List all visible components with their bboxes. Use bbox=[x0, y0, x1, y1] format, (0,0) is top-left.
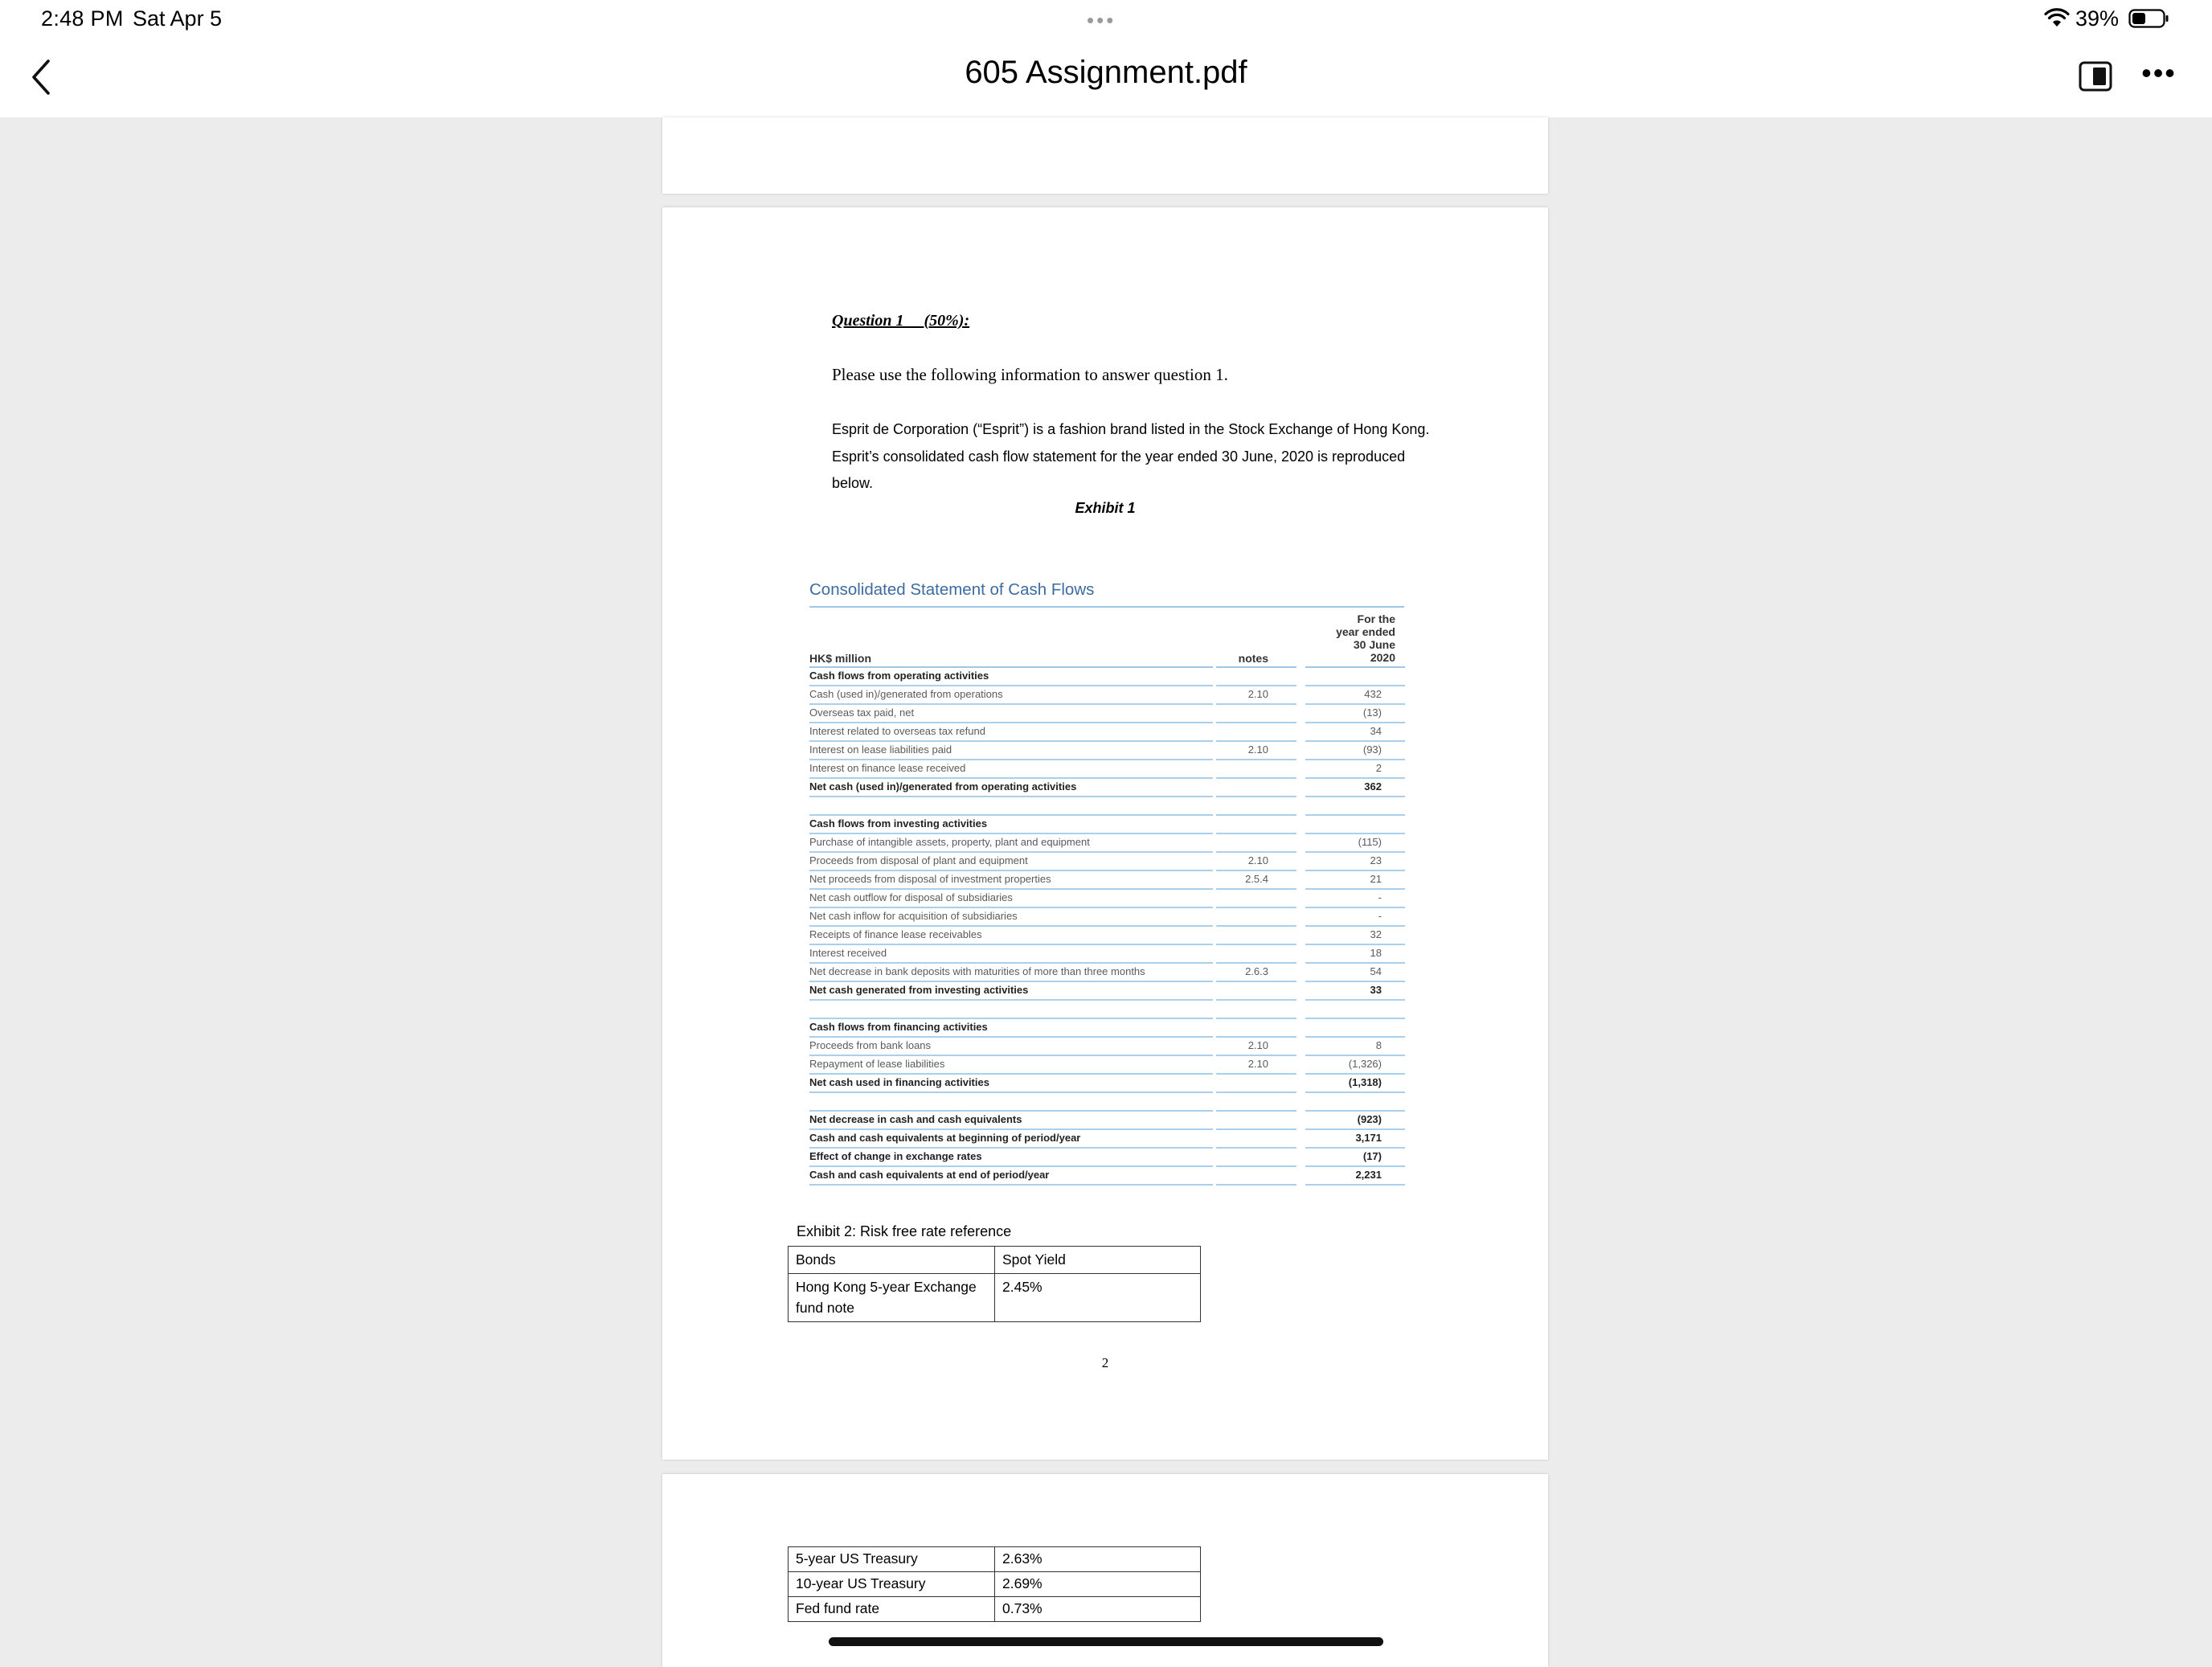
row-value: 362 bbox=[1364, 780, 1382, 793]
year-header-line: 30 June bbox=[1353, 638, 1395, 651]
row-label: Proceeds from bank loans bbox=[809, 1039, 932, 1051]
exhibit-1-label: Exhibit 1 bbox=[1075, 500, 1136, 516]
table-header-cell: Bonds bbox=[789, 1247, 995, 1274]
row-value: 33 bbox=[1370, 984, 1382, 996]
row-value: (93) bbox=[1362, 743, 1382, 756]
risk-free-rate-table bbox=[788, 1246, 1201, 1322]
table-header-cell: Spot Yield bbox=[995, 1247, 1201, 1274]
row-label: Cash (used in)/generated from operations bbox=[809, 688, 1003, 700]
row-label: Interest received bbox=[809, 947, 887, 959]
row-value: (13) bbox=[1362, 707, 1382, 719]
row-value: (923) bbox=[1357, 1113, 1382, 1125]
row-label: Cash and cash equivalents at beginning of period/year bbox=[809, 1132, 1081, 1144]
row-label: Net cash (used in)/generated from operating activities bbox=[809, 780, 1077, 793]
table-row bbox=[809, 1167, 1409, 1186]
row-note: 2.10 bbox=[1247, 1058, 1268, 1070]
row-label: Cash flows from financing activities bbox=[809, 1021, 988, 1033]
table-spacer-row bbox=[809, 797, 1409, 816]
table-row bbox=[809, 1056, 1409, 1075]
page-number: 2 bbox=[1101, 1355, 1109, 1370]
more-options-icon[interactable]: ••• bbox=[2141, 56, 2177, 89]
row-label: Interest related to overseas tax refund bbox=[809, 725, 985, 737]
notes-header: notes bbox=[1238, 652, 1268, 665]
divider bbox=[809, 606, 1311, 608]
row-label: Effect of change in exchange rates bbox=[809, 1150, 982, 1162]
table-cell: 2.63% bbox=[995, 1547, 1201, 1572]
table-row bbox=[789, 1547, 1201, 1572]
year-header-line: year ended bbox=[1336, 625, 1395, 638]
row-value: 2 bbox=[1375, 762, 1382, 774]
pdf-page-2[interactable] bbox=[662, 207, 1548, 1460]
row-label: Cash flows from investing activities bbox=[809, 817, 988, 829]
table-row bbox=[809, 834, 1409, 853]
year-header-line: 2020 bbox=[1370, 651, 1395, 664]
table-row bbox=[809, 982, 1409, 1001]
year-column-header bbox=[1305, 612, 1395, 664]
table-row bbox=[809, 927, 1409, 945]
table-spacer-row bbox=[809, 1093, 1409, 1112]
row-note: 2.10 bbox=[1247, 743, 1268, 756]
table-row bbox=[789, 1274, 1201, 1322]
table-row bbox=[789, 1597, 1201, 1622]
row-label: Net cash used in financing activities bbox=[809, 1076, 989, 1088]
cash-flow-title: Consolidated Statement of Cash Flows bbox=[809, 580, 1095, 599]
status-bar bbox=[0, 0, 2212, 39]
row-label: Repayment of lease liabilities bbox=[809, 1058, 945, 1070]
row-label: Net cash generated from investing activities bbox=[809, 984, 1029, 996]
table-header-row bbox=[789, 1247, 1201, 1274]
sidebar-toggle-icon[interactable] bbox=[2079, 61, 2112, 92]
year-header-line: For the bbox=[1357, 612, 1395, 625]
status-time: 2:48 PM bbox=[41, 6, 124, 31]
row-label: Cash flows from operating activities bbox=[809, 670, 989, 682]
question-intro: Please use the following information to answer question 1. bbox=[832, 365, 1228, 384]
table-row bbox=[809, 1019, 1409, 1038]
row-value: (1,326) bbox=[1348, 1058, 1382, 1070]
table-row bbox=[789, 1572, 1201, 1597]
row-value: (17) bbox=[1362, 1150, 1382, 1162]
row-value: 3,171 bbox=[1355, 1132, 1382, 1144]
row-label: Net proceeds from disposal of investment properties bbox=[809, 873, 1051, 885]
table-row bbox=[809, 686, 1409, 705]
table-row bbox=[809, 945, 1409, 964]
row-value: 18 bbox=[1370, 947, 1382, 959]
table-cell: 5-year US Treasury bbox=[789, 1547, 995, 1572]
pdf-page-previous[interactable] bbox=[662, 117, 1548, 194]
row-rule bbox=[809, 1184, 1213, 1186]
row-value: (1,318) bbox=[1348, 1076, 1382, 1088]
row-label: Receipts of finance lease receivables bbox=[809, 928, 982, 940]
table-row bbox=[809, 705, 1409, 723]
table-cell: 2.45% bbox=[995, 1274, 1201, 1322]
battery-icon bbox=[2128, 9, 2169, 28]
row-value: - bbox=[1378, 891, 1382, 903]
table-row bbox=[809, 816, 1409, 834]
row-label: Overseas tax paid, net bbox=[809, 707, 915, 719]
table-cell: Hong Kong 5-year Exchange fund note bbox=[789, 1274, 995, 1322]
table-row bbox=[809, 760, 1409, 779]
question-title: Question 1 (50%): bbox=[832, 312, 970, 330]
table-cell: 10-year US Treasury bbox=[789, 1572, 995, 1597]
table-cell: Fed fund rate bbox=[789, 1597, 995, 1622]
row-label: Net decrease in cash and cash equivalents bbox=[809, 1113, 1022, 1125]
row-value: 23 bbox=[1370, 854, 1382, 866]
row-value: 21 bbox=[1370, 873, 1382, 885]
row-value: 2,231 bbox=[1355, 1169, 1382, 1181]
row-rule bbox=[1216, 1184, 1296, 1186]
row-note: 2.10 bbox=[1247, 1039, 1268, 1051]
battery-percent: 39% bbox=[2075, 6, 2120, 31]
row-label: Proceeds from disposal of plant and equipment bbox=[809, 854, 1028, 866]
table-row bbox=[809, 964, 1409, 982]
row-note: 2.10 bbox=[1247, 688, 1268, 700]
row-label: Net cash inflow for acquisition of subsidiaries bbox=[809, 910, 1018, 922]
row-note: 2.10 bbox=[1247, 854, 1268, 866]
table-row bbox=[809, 723, 1409, 742]
document-title: 605 Assignment.pdf bbox=[965, 55, 1247, 90]
table-row bbox=[809, 1038, 1409, 1056]
table-cell: 2.69% bbox=[995, 1572, 1201, 1597]
row-value: - bbox=[1378, 910, 1382, 922]
multitasking-dots-icon[interactable]: ••• bbox=[1087, 8, 1116, 32]
table-row bbox=[809, 779, 1409, 797]
divider bbox=[1305, 606, 1404, 608]
company-description: Esprit de Corporation (“Esprit”) is a fashion brand listed in the Stock Exchange of Hong Kong. Esprit’s consolidated cash flow statement for the year ended 30 June, 2020 is reproduced below. bbox=[832, 421, 1430, 491]
table-row bbox=[809, 1149, 1409, 1167]
row-value: 432 bbox=[1364, 688, 1382, 700]
table-row bbox=[809, 1130, 1409, 1149]
table-row bbox=[809, 853, 1409, 871]
row-label: Interest on finance lease received bbox=[809, 762, 966, 774]
row-label: Interest on lease liabilities paid bbox=[809, 743, 952, 756]
table-row bbox=[809, 871, 1409, 890]
row-value: 32 bbox=[1370, 928, 1382, 940]
nav-bar bbox=[0, 39, 2212, 117]
table-row bbox=[809, 1075, 1409, 1093]
row-label: Net cash outflow for disposal of subsidiaries bbox=[809, 891, 1013, 903]
wifi-icon bbox=[2044, 7, 2070, 28]
row-value: 54 bbox=[1370, 965, 1382, 977]
exhibit-2-title: Exhibit 2: Risk free rate reference bbox=[797, 1223, 1012, 1239]
unit-header: HK$ million bbox=[809, 652, 872, 665]
row-note: 2.6.3 bbox=[1245, 965, 1268, 977]
row-note: 2.5.4 bbox=[1245, 873, 1268, 885]
table-spacer-row bbox=[809, 1001, 1409, 1019]
row-label: Net decrease in bank deposits with maturities of more than three months bbox=[809, 965, 1145, 977]
table-row bbox=[809, 890, 1409, 908]
table-cell: 0.73% bbox=[995, 1597, 1201, 1622]
home-indicator[interactable] bbox=[829, 1637, 1383, 1646]
status-date: Sat Apr 5 bbox=[133, 6, 223, 31]
table-row bbox=[809, 908, 1409, 927]
table-row bbox=[809, 1112, 1409, 1130]
table-row bbox=[809, 742, 1409, 760]
row-value: 8 bbox=[1375, 1039, 1382, 1051]
row-value: (115) bbox=[1358, 836, 1382, 848]
row-value: 34 bbox=[1370, 725, 1382, 737]
row-rule bbox=[1305, 1184, 1405, 1186]
row-label: Purchase of intangible assets, property, plant and equipment bbox=[809, 836, 1090, 848]
table-row bbox=[809, 668, 1409, 686]
risk-free-rate-table-continued bbox=[788, 1546, 1201, 1622]
row-label: Cash and cash equivalents at end of period/year bbox=[809, 1169, 1050, 1181]
